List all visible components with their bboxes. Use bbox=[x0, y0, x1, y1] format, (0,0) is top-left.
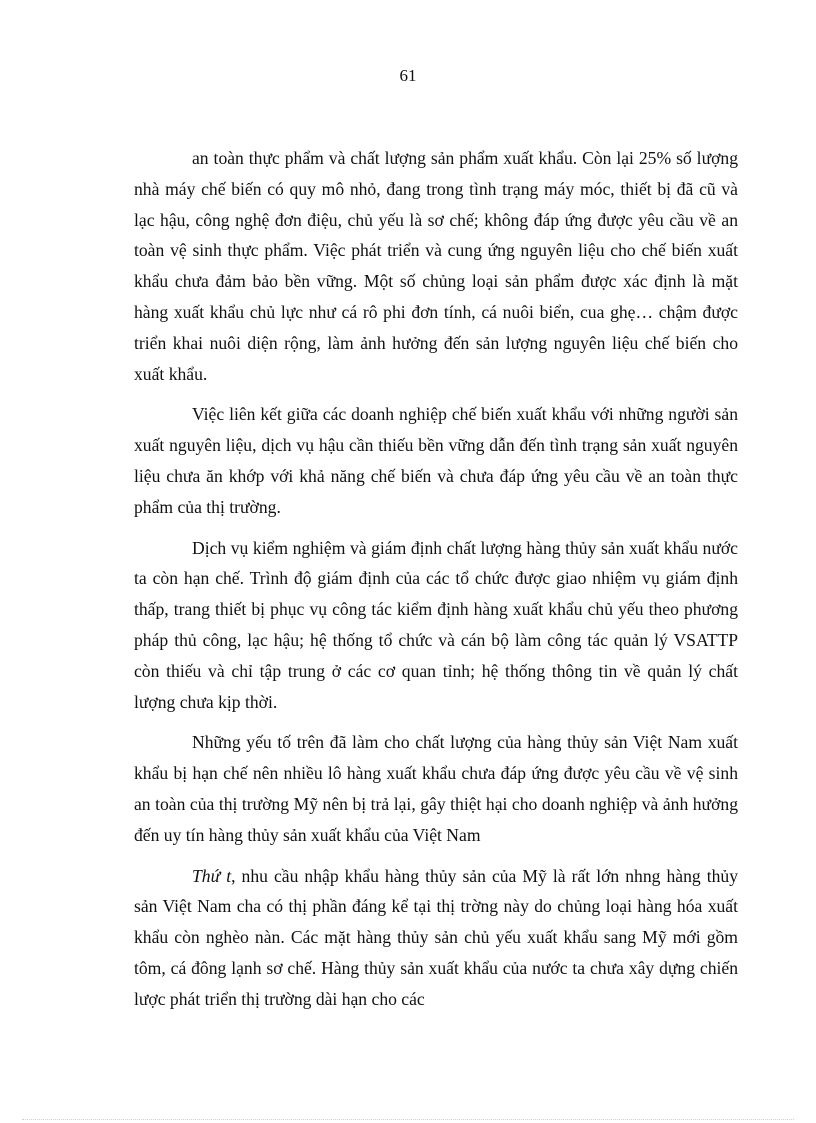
body-text bbox=[134, 143, 738, 1025]
page-number: 61 bbox=[399, 66, 417, 85]
paragraph-5-text: , nhu cầu nhập khẩu hàng thủy sản của Mỹ là rất lớn nhng hàng thủy sản Việt Nam cha có thị phần đáng kể tại thị trờng này do chủng loại hàng hóa xuất khẩu còn nghèo nàn. Các mặt hàng thủy sản chủ yếu xuất khẩu sang Mỹ mới gồm tôm, cá đông lạnh sơ chế. Hàng thủy sản xuất khẩu của nước ta chưa xây dựng chiến lược phát triển thị trường dài hạn cho các bbox=[134, 865, 738, 1009]
paragraph-5-lead: Thứ t bbox=[192, 865, 232, 886]
paragraph-4: Những yếu tố trên đã làm cho chất lượng của hàng thủy sản Việt Nam xuất khẩu bị hạn chế nên nhiều lô hàng xuất khẩu chưa đáp ứng được yêu cầu về vệ sinh an toàn của thị trường Mỹ nên bị trả lại, gây thiệt hại cho doanh nghiệp và ảnh hưởng đến uy tín hàng thủy sản xuất khẩu của Việt Nam bbox=[134, 732, 738, 845]
paragraph-2: Việc liên kết giữa các doanh nghiệp chế biến xuất khẩu với những người sản xuất nguyên liệu, dịch vụ hậu cần thiếu bền vững dẫn đến tình trạng sản xuất nguyên liệu chưa ăn khớp với khả năng chế biến và chưa đáp ứng yêu cầu về an toàn thực phẩm của thị trường. bbox=[134, 404, 738, 517]
paragraph-1: an toàn thực phẩm và chất lượng sản phẩm xuất khẩu. Còn lại 25% số lượng nhà máy chế biến có quy mô nhỏ, đang trong tình trạng máy móc, thiết bị đã cũ và lạc hậu, công nghệ đơn điệu, chủ yếu là sơ chế; không đáp ứng được yêu cầu về an toàn vệ sinh thực phẩm. Việc phát triển và cung ứng nguyên liệu cho chế biến xuất khẩu chưa đảm bảo bền vững. Một số chủng loại sản phẩm được xác định là mặt hàng xuất khẩu chủ lực như cá rô phi đơn tính, cá nuôi biển, cua ghẹ… chậm được triển khai nuôi diện rộng, làm ảnh hưởng đến sản lượng nguyên liệu chế biến cho xuất khẩu. bbox=[134, 148, 738, 384]
paragraph-5 bbox=[134, 861, 738, 1015]
footer-rule bbox=[22, 1119, 794, 1120]
paragraph-3: Dịch vụ kiểm nghiệm và giám định chất lượng hàng thủy sản xuất khẩu nước ta còn hạn chế. Trình độ giám định của các tổ chức được giao nhiệm vụ giám định thấp, trang thiết bị phục vụ công tác kiểm định hàng xuất khẩu chủ yếu theo phương pháp thủ công, lạc hậu; hệ thống tổ chức và cán bộ làm công tác quản lý VSATTP còn thiếu và chỉ tập trung ở các cơ quan tỉnh; hệ thống thông tin về quản lý chất lượng chưa kịp thời. bbox=[134, 537, 738, 712]
